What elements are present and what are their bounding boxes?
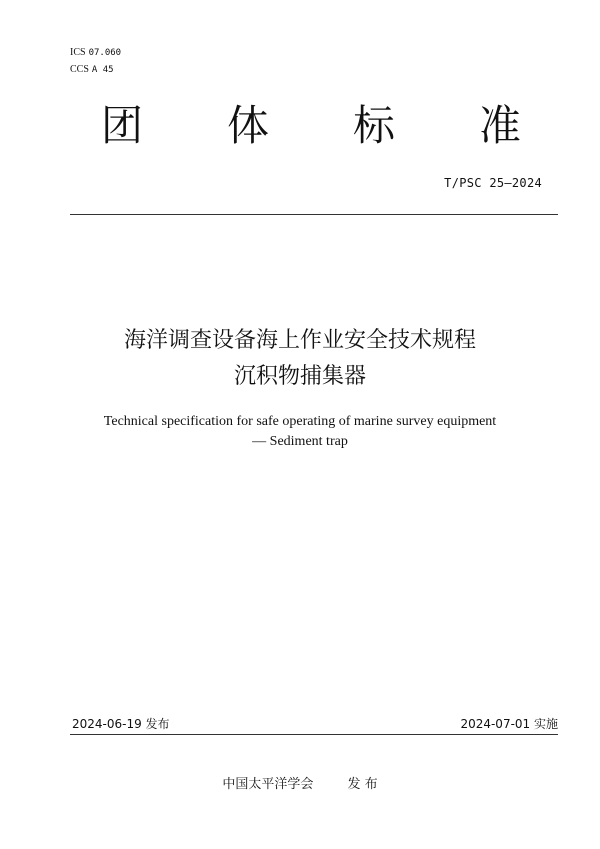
title-en-line2: — Sediment trap — [252, 434, 348, 449]
ccs-code: A 45 — [91, 65, 114, 75]
issuer-name: 中国太平洋学会 — [222, 777, 314, 792]
ccs-classification — [70, 64, 114, 76]
standard-type-char: 准 — [478, 101, 521, 150]
standard-type-heading — [96, 100, 526, 152]
issuer-action: 发 布 — [347, 777, 378, 792]
standard-type-char: 体 — [226, 101, 269, 150]
standard-type-char: 团 — [100, 101, 143, 150]
ics-label: ICS — [70, 47, 86, 58]
effective-date: 2024-07-01 实施 — [460, 717, 558, 731]
title-cn-line1: 海洋调查设备海上作业安全技术规程 — [123, 328, 476, 353]
ics-code: 07.060 — [88, 48, 122, 58]
title-cn-line2: 沉积物捕集器 — [233, 364, 366, 389]
release-date: 2024-06-19 发布 — [72, 717, 170, 731]
header-divider — [70, 214, 558, 215]
title-en-line1: Technical specification for safe operating of marine survey equipment — [103, 414, 497, 429]
footer-divider — [70, 734, 558, 735]
standard-type-char: 标 — [352, 101, 395, 150]
standard-number: T/PSC 25—2024 — [444, 176, 542, 190]
issuer-line — [0, 776, 600, 794]
ics-classification — [70, 47, 121, 59]
ccs-label: CCS — [70, 64, 89, 75]
